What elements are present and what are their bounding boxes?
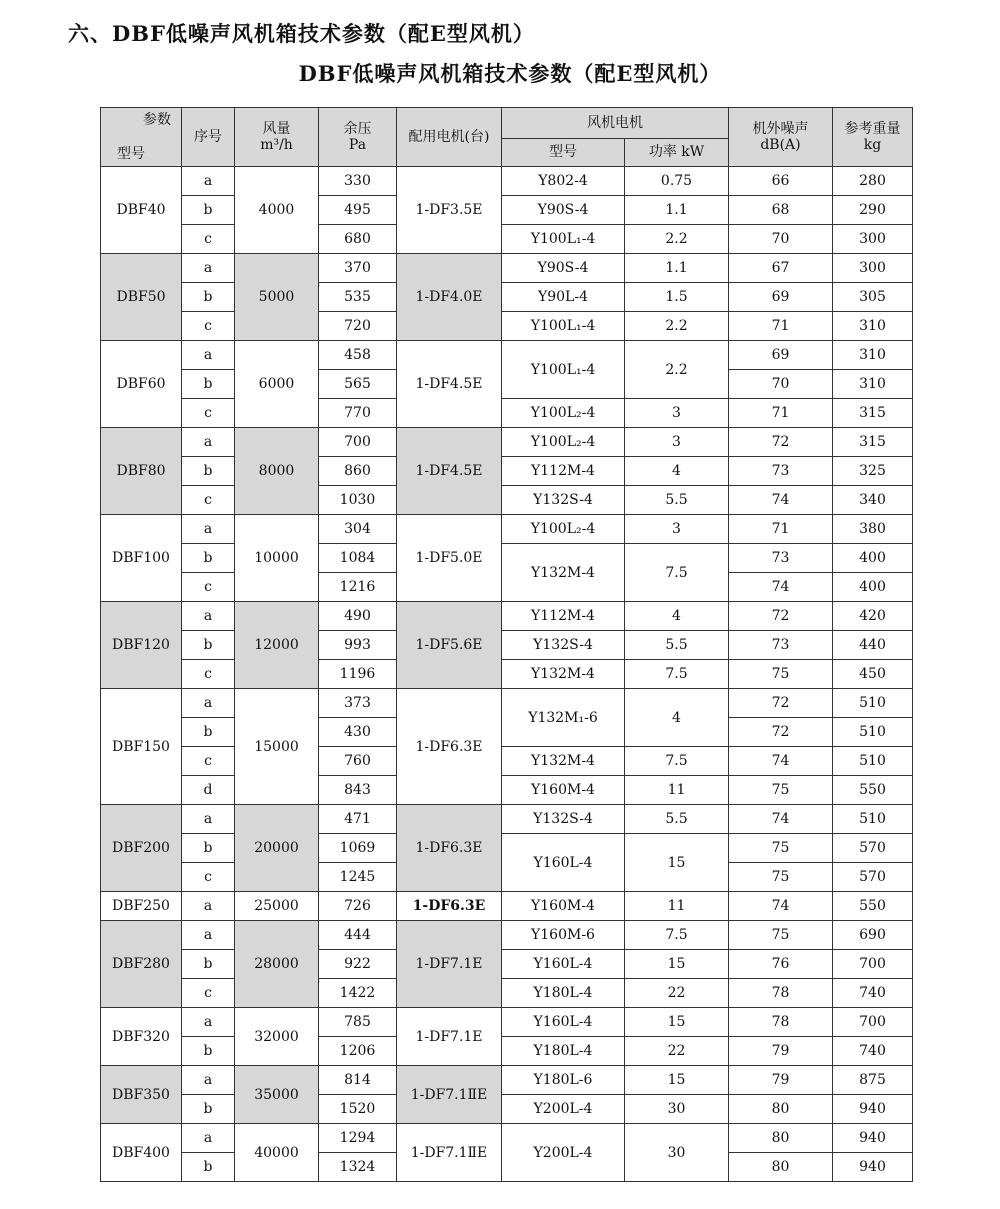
- motor-power-cell: 1.1: [625, 196, 729, 225]
- spec-table-body: [101, 167, 913, 1182]
- table-row: [101, 225, 913, 254]
- table-row: [101, 1066, 913, 1095]
- header-noise-label: 机外噪声: [752, 121, 809, 137]
- motor-power-cell: 2.2: [625, 312, 729, 341]
- weight-cell: 315: [833, 428, 913, 457]
- noise-cell: 76: [729, 950, 833, 979]
- airflow-cell: 35000: [235, 1066, 319, 1124]
- weight-cell: 315: [833, 399, 913, 428]
- model-cell: DBF60: [101, 341, 182, 428]
- noise-cell: 70: [729, 225, 833, 254]
- motor-power-cell: 30: [625, 1124, 729, 1182]
- airflow-cell: 12000: [235, 602, 319, 689]
- seq-cell: a: [182, 341, 235, 370]
- pressure-cell: 785: [319, 1008, 397, 1037]
- weight-cell: 740: [833, 1037, 913, 1066]
- noise-cell: 74: [729, 892, 833, 921]
- fan-model-cell: 1-DF7.1E: [397, 1008, 502, 1066]
- seq-cell: a: [182, 515, 235, 544]
- seq-cell: a: [182, 1124, 235, 1153]
- motor-power-cell: 11: [625, 776, 729, 805]
- motor-power-cell: 1.5: [625, 283, 729, 312]
- header-pressure: [319, 108, 397, 167]
- noise-cell: 73: [729, 544, 833, 573]
- seq-cell: c: [182, 573, 235, 602]
- fan-model-cell: 1-DF6.3E: [397, 689, 502, 805]
- pressure-cell: 720: [319, 312, 397, 341]
- pressure-cell: 1196: [319, 660, 397, 689]
- pressure-cell: 330: [319, 167, 397, 196]
- motor-model-cell: Y802-4: [502, 167, 625, 196]
- motor-power-cell: 0.75: [625, 167, 729, 196]
- weight-cell: 510: [833, 747, 913, 776]
- weight-cell: 570: [833, 863, 913, 892]
- motor-power-cell: 2.2: [625, 341, 729, 399]
- table-row: [101, 312, 913, 341]
- seq-cell: b: [182, 718, 235, 747]
- weight-cell: 740: [833, 979, 913, 1008]
- airflow-cell: 8000: [235, 428, 319, 515]
- table-row: [101, 283, 913, 312]
- pressure-cell: 760: [319, 747, 397, 776]
- motor-power-cell: 4: [625, 602, 729, 631]
- noise-cell: 71: [729, 312, 833, 341]
- noise-cell: 80: [729, 1153, 833, 1182]
- model-cell: DBF280: [101, 921, 182, 1008]
- motor-power-cell: 1.1: [625, 254, 729, 283]
- airflow-cell: 20000: [235, 805, 319, 892]
- motor-model-cell: Y100L₂-4: [502, 428, 625, 457]
- model-cell: DBF40: [101, 167, 182, 254]
- airflow-cell: 28000: [235, 921, 319, 1008]
- motor-model-cell: Y100L₁-4: [502, 341, 625, 399]
- table-row: [101, 921, 913, 950]
- header-airflow: [235, 108, 319, 167]
- model-cell: DBF400: [101, 1124, 182, 1182]
- noise-cell: 73: [729, 457, 833, 486]
- weight-cell: 310: [833, 312, 913, 341]
- motor-power-cell: 7.5: [625, 544, 729, 602]
- motor-power-cell: 2.2: [625, 225, 729, 254]
- noise-cell: 78: [729, 979, 833, 1008]
- airflow-cell: 25000: [235, 892, 319, 921]
- weight-cell: 310: [833, 341, 913, 370]
- motor-model-cell: Y132S-4: [502, 631, 625, 660]
- seq-cell: a: [182, 1066, 235, 1095]
- weight-cell: 550: [833, 776, 913, 805]
- header-param: 参数: [143, 112, 171, 128]
- table-row: [101, 660, 913, 689]
- pressure-cell: 458: [319, 341, 397, 370]
- motor-model-cell: Y90L-4: [502, 283, 625, 312]
- motor-power-cell: 3: [625, 399, 729, 428]
- motor-power-cell: 4: [625, 689, 729, 747]
- table-row: [101, 515, 913, 544]
- pressure-cell: 1294: [319, 1124, 397, 1153]
- seq-cell: c: [182, 399, 235, 428]
- noise-cell: 75: [729, 660, 833, 689]
- fan-model-cell: 1-DF3.5E: [397, 167, 502, 254]
- noise-cell: 74: [729, 486, 833, 515]
- seq-cell: a: [182, 1008, 235, 1037]
- seq-cell: c: [182, 979, 235, 1008]
- table-row: [101, 1037, 913, 1066]
- weight-cell: 875: [833, 1066, 913, 1095]
- noise-cell: 72: [729, 602, 833, 631]
- header-param-model-cell: [101, 108, 182, 167]
- seq-cell: b: [182, 1153, 235, 1182]
- pressure-cell: 1084: [319, 544, 397, 573]
- seq-cell: c: [182, 225, 235, 254]
- airflow-cell: 10000: [235, 515, 319, 602]
- table-row: [101, 805, 913, 834]
- motor-power-cell: 3: [625, 515, 729, 544]
- pressure-cell: 373: [319, 689, 397, 718]
- pressure-cell: 370: [319, 254, 397, 283]
- fan-model-cell: 1-DF7.1ⅡE: [397, 1124, 502, 1182]
- seq-cell: c: [182, 312, 235, 341]
- header-weight: [833, 108, 913, 167]
- weight-cell: 510: [833, 718, 913, 747]
- seq-cell: c: [182, 660, 235, 689]
- header-motor-model: 型号: [502, 138, 625, 166]
- weight-cell: 690: [833, 921, 913, 950]
- motor-model-cell: Y132S-4: [502, 805, 625, 834]
- seq-cell: d: [182, 776, 235, 805]
- table-row: [101, 631, 913, 660]
- table-row: [101, 1124, 913, 1153]
- seq-cell: b: [182, 283, 235, 312]
- weight-cell: 440: [833, 631, 913, 660]
- weight-cell: 700: [833, 950, 913, 979]
- table-row: [101, 950, 913, 979]
- table-row: [101, 1008, 913, 1037]
- noise-cell: 75: [729, 921, 833, 950]
- pressure-cell: 1030: [319, 486, 397, 515]
- pressure-cell: 1422: [319, 979, 397, 1008]
- noise-cell: 69: [729, 341, 833, 370]
- weight-cell: 400: [833, 544, 913, 573]
- weight-cell: 300: [833, 225, 913, 254]
- weight-cell: 940: [833, 1153, 913, 1182]
- pressure-cell: 1206: [319, 1037, 397, 1066]
- motor-model-cell: Y132M-4: [502, 544, 625, 602]
- fan-model-cell: 1-DF5.0E: [397, 515, 502, 602]
- seq-cell: b: [182, 1037, 235, 1066]
- noise-cell: 70: [729, 370, 833, 399]
- table-row: [101, 747, 913, 776]
- motor-model-cell: Y112M-4: [502, 602, 625, 631]
- table-title: DBF低噪声风机箱技术参数（配E型风机）: [298, 61, 722, 86]
- weight-cell: 940: [833, 1095, 913, 1124]
- pressure-cell: 490: [319, 602, 397, 631]
- motor-power-cell: 11: [625, 892, 729, 921]
- fan-model-cell: 1-DF4.0E: [397, 254, 502, 341]
- fan-model-cell: 1-DF6.3E: [397, 892, 502, 921]
- motor-model-cell: Y200L-4: [502, 1095, 625, 1124]
- weight-cell: 280: [833, 167, 913, 196]
- header-airflow-label: 风量: [262, 121, 291, 137]
- pressure-cell: 1216: [319, 573, 397, 602]
- noise-cell: 68: [729, 196, 833, 225]
- noise-cell: 75: [729, 776, 833, 805]
- weight-cell: 290: [833, 196, 913, 225]
- table-row: [101, 196, 913, 225]
- noise-cell: 74: [729, 805, 833, 834]
- pressure-cell: 700: [319, 428, 397, 457]
- motor-model-cell: Y90S-4: [502, 196, 625, 225]
- noise-cell: 74: [729, 573, 833, 602]
- weight-cell: 450: [833, 660, 913, 689]
- weight-cell: 310: [833, 370, 913, 399]
- header-motor-units: 配用电机(台): [397, 108, 502, 167]
- seq-cell: a: [182, 805, 235, 834]
- seq-cell: a: [182, 892, 235, 921]
- noise-cell: 71: [729, 399, 833, 428]
- model-cell: DBF250: [101, 892, 182, 921]
- spec-table: [100, 107, 913, 1182]
- pressure-cell: 444: [319, 921, 397, 950]
- model-cell: DBF320: [101, 1008, 182, 1066]
- motor-model-cell: Y180L-4: [502, 1037, 625, 1066]
- table-row: [101, 776, 913, 805]
- header-noise: [729, 108, 833, 167]
- weight-cell: 325: [833, 457, 913, 486]
- table-row: [101, 341, 913, 370]
- motor-model-cell: Y160M-4: [502, 892, 625, 921]
- motor-power-cell: 4: [625, 457, 729, 486]
- motor-model-cell: Y160M-4: [502, 776, 625, 805]
- seq-cell: b: [182, 1095, 235, 1124]
- header-noise-unit: dB(A): [760, 137, 801, 153]
- noise-cell: 79: [729, 1037, 833, 1066]
- motor-model-cell: Y160L-4: [502, 1008, 625, 1037]
- model-cell: DBF50: [101, 254, 182, 341]
- motor-model-cell: Y180L-4: [502, 979, 625, 1008]
- seq-cell: b: [182, 834, 235, 863]
- weight-cell: 300: [833, 254, 913, 283]
- motor-power-cell: 5.5: [625, 631, 729, 660]
- seq-cell: c: [182, 747, 235, 776]
- pressure-cell: 860: [319, 457, 397, 486]
- weight-cell: 700: [833, 1008, 913, 1037]
- weight-cell: 550: [833, 892, 913, 921]
- model-cell: DBF150: [101, 689, 182, 805]
- model-cell: DBF120: [101, 602, 182, 689]
- pressure-cell: 770: [319, 399, 397, 428]
- seq-cell: b: [182, 457, 235, 486]
- pressure-cell: 535: [319, 283, 397, 312]
- motor-power-cell: 3: [625, 428, 729, 457]
- pressure-cell: 993: [319, 631, 397, 660]
- motor-power-cell: 5.5: [625, 486, 729, 515]
- noise-cell: 72: [729, 428, 833, 457]
- airflow-cell: 6000: [235, 341, 319, 428]
- noise-cell: 73: [729, 631, 833, 660]
- seq-cell: c: [182, 863, 235, 892]
- fan-model-cell: 1-DF4.5E: [397, 341, 502, 428]
- weight-cell: 380: [833, 515, 913, 544]
- table-row: [101, 834, 913, 863]
- table-row: [101, 457, 913, 486]
- pressure-cell: 1324: [319, 1153, 397, 1182]
- seq-cell: b: [182, 544, 235, 573]
- header-model: 型号: [117, 146, 145, 162]
- airflow-cell: 5000: [235, 254, 319, 341]
- table-row: [101, 486, 913, 515]
- motor-model-cell: Y90S-4: [502, 254, 625, 283]
- airflow-cell: 15000: [235, 689, 319, 805]
- noise-cell: 71: [729, 515, 833, 544]
- noise-cell: 74: [729, 747, 833, 776]
- header-airflow-unit: m³/h: [260, 137, 293, 153]
- section-title: 六、DBF低噪声风机箱技术参数（配E型风机）: [68, 21, 535, 46]
- seq-cell: a: [182, 428, 235, 457]
- weight-cell: 510: [833, 805, 913, 834]
- motor-model-cell: Y180L-6: [502, 1066, 625, 1095]
- noise-cell: 79: [729, 1066, 833, 1095]
- model-cell: DBF80: [101, 428, 182, 515]
- motor-model-cell: Y132M-4: [502, 660, 625, 689]
- fan-model-cell: 1-DF7.1ⅡE: [397, 1066, 502, 1124]
- pressure-cell: 1520: [319, 1095, 397, 1124]
- airflow-cell: 4000: [235, 167, 319, 254]
- pressure-cell: 1245: [319, 863, 397, 892]
- seq-cell: b: [182, 950, 235, 979]
- header-weight-label: 参考重量: [844, 121, 901, 137]
- seq-cell: b: [182, 631, 235, 660]
- noise-cell: 80: [729, 1124, 833, 1153]
- noise-cell: 75: [729, 863, 833, 892]
- motor-model-cell: Y200L-4: [502, 1124, 625, 1182]
- pressure-cell: 430: [319, 718, 397, 747]
- motor-model-cell: Y160M-6: [502, 921, 625, 950]
- pressure-cell: 1069: [319, 834, 397, 863]
- pressure-cell: 565: [319, 370, 397, 399]
- noise-cell: 67: [729, 254, 833, 283]
- table-row: [101, 1095, 913, 1124]
- fan-model-cell: 1-DF6.3E: [397, 805, 502, 892]
- pressure-cell: 922: [319, 950, 397, 979]
- weight-cell: 510: [833, 689, 913, 718]
- header-fan-motor: 风机电机: [502, 108, 729, 139]
- motor-power-cell: 30: [625, 1095, 729, 1124]
- motor-model-cell: Y100L₁-4: [502, 312, 625, 341]
- seq-cell: a: [182, 602, 235, 631]
- seq-cell: b: [182, 196, 235, 225]
- pressure-cell: 726: [319, 892, 397, 921]
- motor-power-cell: 7.5: [625, 747, 729, 776]
- seq-cell: a: [182, 921, 235, 950]
- model-cell: DBF350: [101, 1066, 182, 1124]
- seq-cell: a: [182, 254, 235, 283]
- motor-model-cell: Y100L₂-4: [502, 399, 625, 428]
- motor-power-cell: 15: [625, 1008, 729, 1037]
- pressure-cell: 680: [319, 225, 397, 254]
- table-row: [101, 399, 913, 428]
- weight-cell: 400: [833, 573, 913, 602]
- motor-power-cell: 5.5: [625, 805, 729, 834]
- noise-cell: 69: [729, 283, 833, 312]
- airflow-cell: 40000: [235, 1124, 319, 1182]
- motor-power-cell: 15: [625, 1066, 729, 1095]
- weight-cell: 420: [833, 602, 913, 631]
- noise-cell: 72: [729, 718, 833, 747]
- header-seq: 序号: [182, 108, 235, 167]
- motor-model-cell: Y132M-4: [502, 747, 625, 776]
- motor-power-cell: 22: [625, 1037, 729, 1066]
- table-row: [101, 892, 913, 921]
- motor-power-cell: 15: [625, 950, 729, 979]
- motor-model-cell: Y132M₁-6: [502, 689, 625, 747]
- seq-cell: a: [182, 167, 235, 196]
- weight-cell: 305: [833, 283, 913, 312]
- motor-model-cell: Y160L-4: [502, 834, 625, 892]
- fan-model-cell: 1-DF5.6E: [397, 602, 502, 689]
- header-pressure-unit: Pa: [348, 137, 367, 153]
- noise-cell: 80: [729, 1095, 833, 1124]
- table-row: [101, 254, 913, 283]
- fan-model-cell: 1-DF4.5E: [397, 428, 502, 515]
- motor-power-cell: 15: [625, 834, 729, 892]
- weight-cell: 940: [833, 1124, 913, 1153]
- table-row: [101, 167, 913, 196]
- motor-power-cell: 7.5: [625, 660, 729, 689]
- pressure-cell: 471: [319, 805, 397, 834]
- motor-power-cell: 22: [625, 979, 729, 1008]
- pressure-cell: 495: [319, 196, 397, 225]
- seq-cell: b: [182, 370, 235, 399]
- table-row: [101, 428, 913, 457]
- pressure-cell: 843: [319, 776, 397, 805]
- model-cell: DBF200: [101, 805, 182, 892]
- noise-cell: 72: [729, 689, 833, 718]
- table-row: [101, 979, 913, 1008]
- motor-power-cell: 7.5: [625, 921, 729, 950]
- header-pressure-label: 余压: [343, 121, 372, 137]
- seq-cell: c: [182, 486, 235, 515]
- motor-model-cell: Y112M-4: [502, 457, 625, 486]
- motor-model-cell: Y132S-4: [502, 486, 625, 515]
- header-power: 功率 kW: [625, 138, 729, 166]
- airflow-cell: 32000: [235, 1008, 319, 1066]
- weight-cell: 340: [833, 486, 913, 515]
- noise-cell: 78: [729, 1008, 833, 1037]
- table-row: [101, 544, 913, 573]
- motor-model-cell: Y100L₁-4: [502, 225, 625, 254]
- seq-cell: a: [182, 689, 235, 718]
- weight-cell: 570: [833, 834, 913, 863]
- model-cell: DBF100: [101, 515, 182, 602]
- noise-cell: 75: [729, 834, 833, 863]
- header-weight-unit: kg: [863, 137, 882, 153]
- pressure-cell: 814: [319, 1066, 397, 1095]
- motor-model-cell: Y100L₂-4: [502, 515, 625, 544]
- motor-model-cell: Y160L-4: [502, 950, 625, 979]
- pressure-cell: 304: [319, 515, 397, 544]
- table-row: [101, 689, 913, 718]
- noise-cell: 66: [729, 167, 833, 196]
- table-row: [101, 602, 913, 631]
- fan-model-cell: 1-DF7.1E: [397, 921, 502, 1008]
